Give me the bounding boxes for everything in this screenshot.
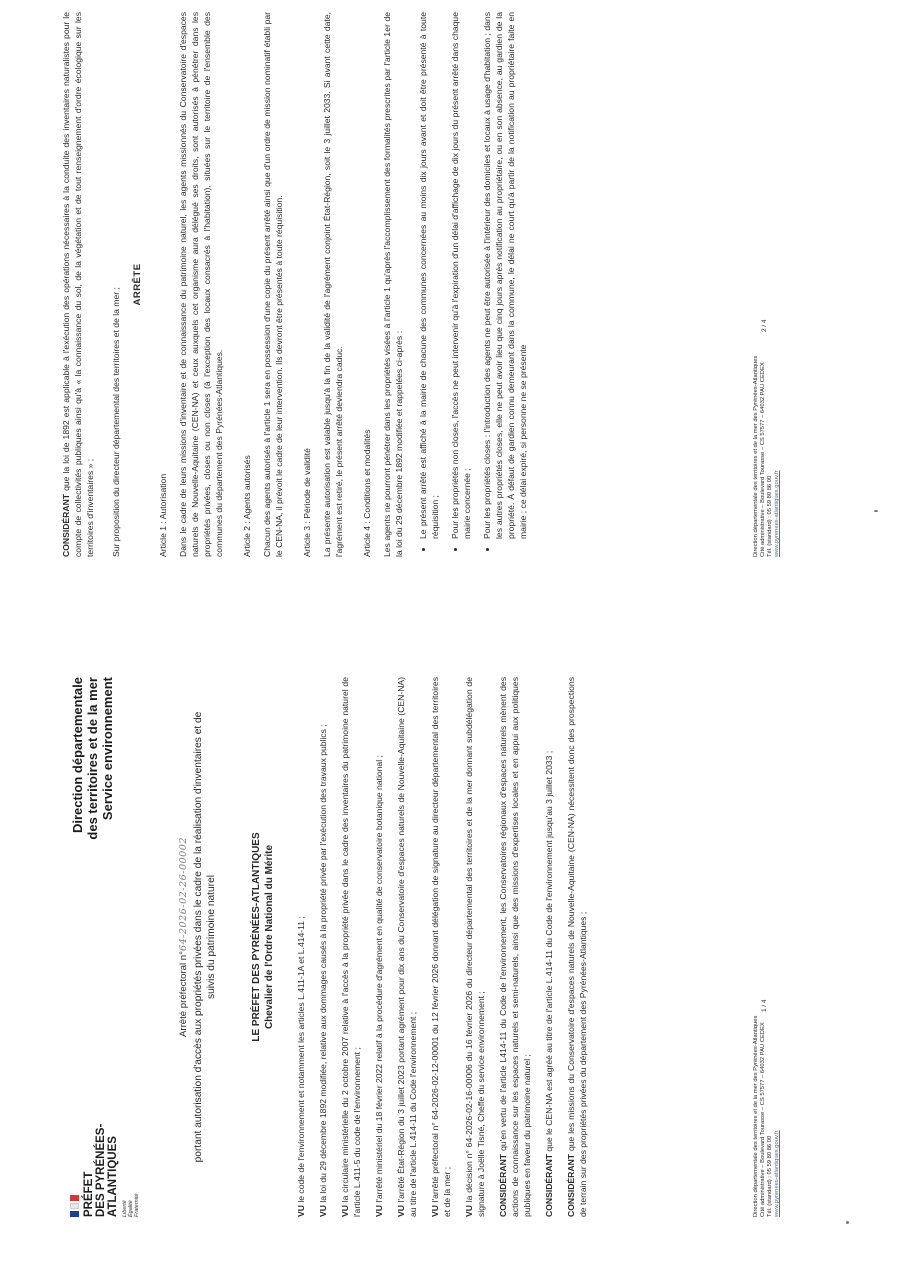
motto-line: Liberté <box>122 1200 128 1217</box>
footer-line: Direction départementale des territoires et de la mer des Pyrénées-Atlantiques <box>753 355 759 557</box>
service-header <box>70 677 115 840</box>
scan-speck <box>846 1221 849 1224</box>
visa-paragraph: VU la loi du 29 décembre 1892 modifiée, relative aux dommages causés à la propriété privée par l'exécution des travaux publics ; <box>318 724 328 1217</box>
logo-line: DES PYRÉNÉES- <box>95 1123 107 1217</box>
arrete-number <box>178 707 190 1167</box>
visa-paragraph: VU l'arrêté ministériel du 18 février 2022 relatif à la procédure d'agrément en qualité de conservatoire botanique national ; <box>374 755 384 1217</box>
arrete-number-handwritten: 64-2026-02-26-00002 <box>178 837 189 952</box>
arrete-body <box>60 12 537 557</box>
footer-website-link[interactable]: www.pyrenees-atlantiques.gouv.fr <box>774 470 780 557</box>
service-line: des territoires et de la mer <box>85 677 100 840</box>
article-2-title: Article 2 : Agents autorisés <box>242 455 252 557</box>
page-number: 2 / 4 <box>761 319 768 332</box>
footer-line: Tél. (standard) : 05 59 80 86 00 <box>767 475 773 557</box>
motto-line: Fraternité <box>134 1193 140 1217</box>
considerant-paragraph: CONSIDÉRANT que la loi de 1892 est applicable à l'exécution des opérations nécessaires à la conduite des inventaires naturalistes pour le compte de collectivités publiques ainsi qu'à « la connaissance du sol, de la végétation et de tout renseignement d'ordre écologique sur les territoires d'inventaires » ; <box>61 12 95 557</box>
visa-paragraph: VU l'arrêté préfectoral n° 64-2026-02-12-00001 du 12 février 2026 donnant délégation de signature au directeur départemental des territoires et de la mer ; <box>430 677 452 1217</box>
prefet-title: LE PRÉFET DES PYRÉNÉES-ATLANTIQUES <box>251 832 262 1042</box>
article-1-title: Article 1 : Autorisation <box>158 473 168 557</box>
considerant-paragraph: CONSIDÉRANT que le CEN-NA est agréé au titre de l'article L.414-11 du Code de l'environnement jusqu'au 3 juillet 2033 ; <box>544 750 554 1217</box>
page-number: 1 / 4 <box>761 999 768 1012</box>
article-3-text: La présente autorisation est valable jusqu'à la fin de la validité de l'agrément conjoint État-Région, soit le 3 juillet 2033. Si avant cette date, l'agrément est retiré, le présent arrêté deviendra caduc. <box>322 12 344 557</box>
article-2-text: Chacun des agents autorisés à l'article 1 sera en possession d'une copie du présent arrêté ainsi que d'un ordre de mission nominatif établi par le CEN-NA, il prévoit le cadre de leur intervention. Ils devront être présentés à toute réquisition. <box>262 12 284 557</box>
arrete-title <box>178 707 218 1167</box>
arrete-heading: ARRÊTE <box>132 263 143 306</box>
visa-paragraph: VU l'arrêté État-Région du 3 juillet 2023 portant agrément pour dix ans du Conservatoire d'espaces naturels de Nouvelle-Aquitaine (CEN-NA) au titre de l'article L.414-11 du Code l'environnement ; <box>396 677 418 1217</box>
footer-line: Cité administrative – Boulevard Tourasse – CS 57577 – 64032 PAU CEDEX <box>760 362 766 557</box>
visa-paragraph: VU le code de l'environnement et notamment les articles L.411-1A et L.414-11 ; <box>296 916 306 1217</box>
scan-speck <box>874 510 878 512</box>
considerant-paragraph: CONSIDÉRANT qu'en vertu de l'article L414-11 du Code de l'environnement, les Conservatoires régionaux d'espaces naturels mènent des actions de connaissance sur les espaces naturels et semi-naturels, ainsi que des missions d'expertises locales et en appui aux politiques publiques en faveur du patrimoine naturel ; <box>498 677 532 1217</box>
article-1-text: Dans le cadre de leurs missions d'inventaire et de connaissance du patrimoine naturel, les agents missionnés du Conservatoire d'espaces naturels de Nouvelle-Aquitaine (CEN-NA) et ceux auxquels cet organisme aura délégué ses droits, sont autorisés à pénétrer dans les propriétés privées, closes ou non closes (à l'exception des locaux consacrés à l'habitation), situées sur le territoire de l'ensemble des communes du département des Pyrénées-Atlantiques. <box>178 12 224 557</box>
service-line: Service environnement <box>100 677 115 821</box>
marianne-flag-icon <box>70 1087 79 1217</box>
article-3-title: Article 3 : Période de validité <box>302 448 312 557</box>
proposal-line: Sur proposition du directeur départemental des territoires et de la mer ; <box>111 287 121 557</box>
list-item: • Pour les propriétés closes : l'introduction des agents ne peut être autorisée à l'intérieur des domiciles et locaux à usage d'habitation ; dans les autres propriétés closes, elle ne peut avoir lieu que cinq jours après notification au propriétaire, ou en son absence, au gardien de la propriété. À défaut de gardien connu demeurant dans la commune, le délai ne court qu'à partir de la notification au propriétaire faite en mairie ; ce délai expiré, si personne ne se présente <box>481 12 529 539</box>
footer-line: Cité administrative – Boulevard Tourasse – CS 57577 – 64032 PAU CEDEX <box>760 1022 766 1217</box>
page-2 <box>60 2 810 567</box>
footer-website-link[interactable]: www.pyrenees-atlantiques.gouv.fr <box>774 1130 780 1217</box>
prefet-block <box>250 727 276 1147</box>
footer-address <box>753 327 781 557</box>
footer-line: Direction départementale des territoires et de la mer des Pyrénées-Atlantiques <box>753 1015 759 1217</box>
list-item: • Pour les propriétés non closes, l'accès ne peut intervenir qu'à l'expiration d'un délai d'affichage de dix jours du présent arrêté dans chaque mairie concernée ; <box>449 12 473 539</box>
arrete-number-prefix: Arrêté préfectoral n° <box>178 951 189 1037</box>
visa-paragraph: VU la circulaire ministérielle du 2 octobre 2007 relative à l'accès à la propriété privée dans le cadre des inventaires du patrimoine naturel de l'article L.411-5 du code de l'environnement ; <box>340 677 362 1217</box>
conditions-list <box>417 12 529 557</box>
service-line: Direction départementale <box>70 677 85 834</box>
article-4-title: Article 4 : Conditions et modalités <box>362 429 372 557</box>
arrete-subject: portant autorisation d'accès aux propriétés privées dans le cadre de la réalisation d'inventaires et de suivis du patrimoine naturel <box>193 711 217 1163</box>
visa-paragraph: VU la décision n° 64-2026-02-16-00006 du 16 février 2026 du directeur départemental des territoires et de la mer donnant subdélégation de signature à Joëlle Tisné, Cheffe du service environnement ; <box>464 677 486 1217</box>
motto <box>122 1087 140 1217</box>
page-1 <box>60 667 810 1227</box>
prefet-logo <box>70 1087 140 1217</box>
prefet-honor: Chevalier de l'Ordre National du Mérite <box>264 844 275 1030</box>
logo-line: PRÉFET <box>83 1171 95 1217</box>
logo-line: ATLANTIQUES <box>107 1136 119 1217</box>
visas-section <box>295 677 599 1217</box>
list-item: • Le présent arrêté est affiché à la mairie de chacune des communes concernées au moins dix jours avant et doit être présenté à toute réquisition ; <box>417 12 441 539</box>
footer-line: Tél. (standard) : 05 59 80 86 00 <box>767 1135 773 1217</box>
motto-line: Égalité <box>128 1200 134 1217</box>
footer-address <box>753 987 781 1217</box>
considerant-paragraph: CONSIDÉRANT que les missions du Conservatoire d'espaces naturels de Nouvelle-Aquitaine (CEN-NA) nécessitent donc des prospections de terrain sur des propriétés privées du département des Pyrénées-Atlantiques ; <box>566 677 588 1217</box>
article-4-intro: Les agents ne pourront pénétrer dans les propriétés visées à l'article 1 qu'après l'accomplissement des formalités prescrites par l'article 1er de la loi du 29 décembre 1892 modifiée et rappelées ci-après : <box>382 12 404 557</box>
